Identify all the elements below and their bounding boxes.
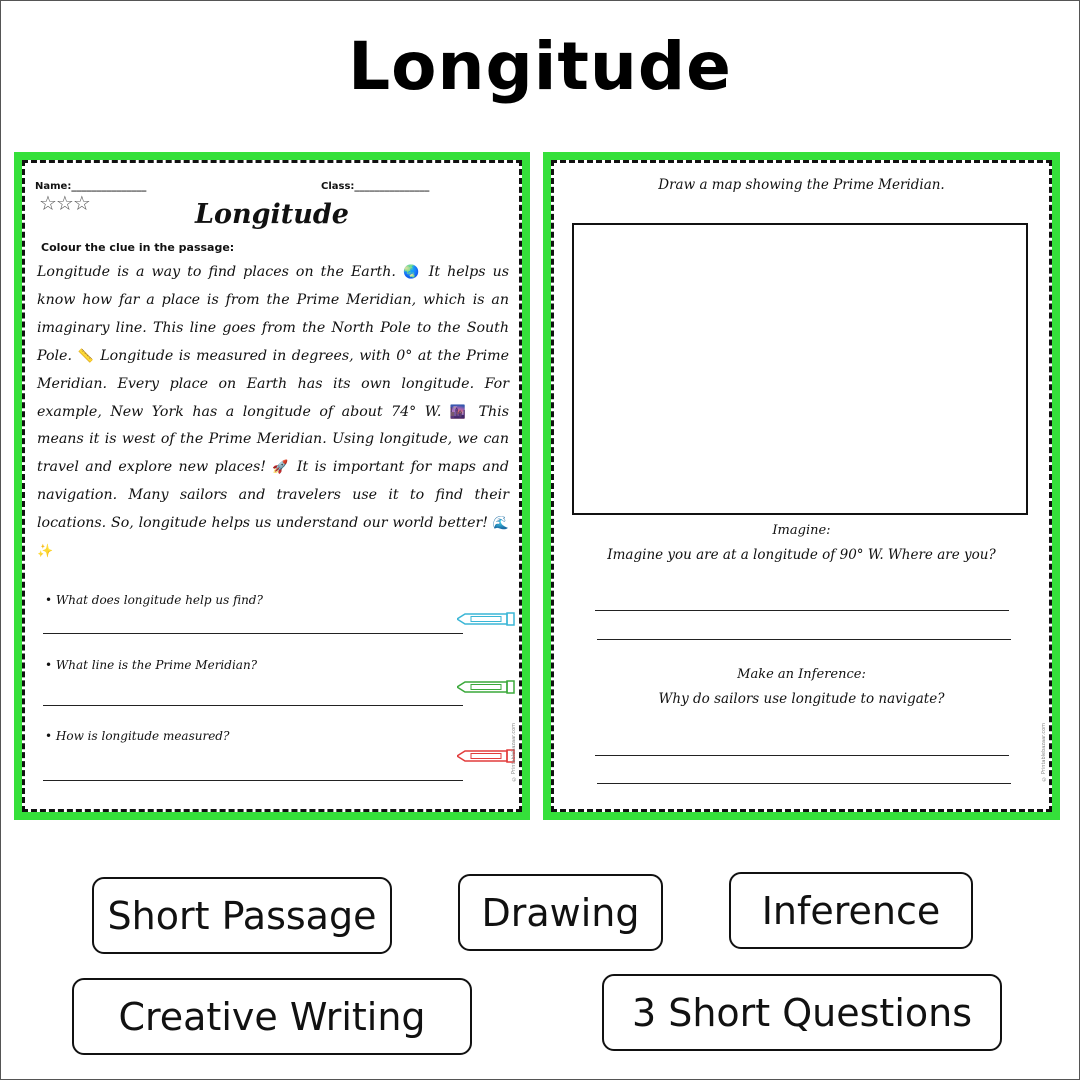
worksheet-passage-page xyxy=(22,160,522,812)
passage-text: It helps us know how far a place is from the Prime Meridian, which is an imaginary line. This line goes from the North Pole to the South Pole. xyxy=(37,264,510,364)
wave-sparkles-icon: 🌊✨ xyxy=(37,516,509,560)
passage-text: It is important for maps and navigation. Many sailors and travelers use it to find their locations. So, longitude helps us understand our world better! xyxy=(37,459,510,532)
question-3: • How is longitude measured? xyxy=(45,729,229,743)
crayon-body xyxy=(457,682,507,692)
crayon-body xyxy=(457,614,507,624)
passage-text: This means it is west of the Prime Meridian. Using longitude, we can travel and explore new places! xyxy=(37,403,509,476)
worksheet-activity-preview xyxy=(543,152,1060,820)
answer-line xyxy=(595,755,1009,756)
worksheet-activity-page xyxy=(551,160,1052,812)
crayon-label xyxy=(471,617,501,622)
name-field: Name:_______________ xyxy=(35,181,147,192)
crayon-icon xyxy=(457,612,515,626)
answer-line xyxy=(43,633,463,634)
crayon-body xyxy=(457,751,507,761)
crayon-cap xyxy=(507,613,514,625)
inference-prompt: Why do sailors use longitude to navigate? xyxy=(658,691,945,707)
worksheet-passage-preview xyxy=(14,152,530,820)
crayon-icon xyxy=(457,749,515,763)
tag-drawing: Drawing xyxy=(458,874,663,951)
passage-text: Longitude is a way to find places on the Earth. xyxy=(37,264,403,280)
city-icon: 🌆 xyxy=(449,404,471,420)
reading-passage xyxy=(37,259,509,566)
answer-line xyxy=(597,783,1011,784)
tag-short-passage: Short Passage xyxy=(92,877,392,954)
crayon-cap xyxy=(507,681,514,693)
rocket-icon: 🚀 xyxy=(272,460,291,476)
instruction-text: Colour the clue in the passage: xyxy=(41,241,235,254)
worksheet-title: Longitude xyxy=(195,199,349,230)
question-1: • What does longitude help us find? xyxy=(45,593,263,607)
imagine-prompt: Imagine you are at a longitude of 90° W. Where are you? xyxy=(607,547,996,563)
passage-text: Longitude is measured in degrees, with 0° at the Prime Meridian. Every place on Earth has its own longitude. For example, New York has a longitude of about 74° W. xyxy=(37,347,510,420)
tag-creative-writing: Creative Writing xyxy=(72,978,472,1055)
credit-text: © Printablebazaar.com xyxy=(511,723,517,782)
star-rating-icon: ☆☆☆ xyxy=(39,191,90,215)
drawing-box xyxy=(572,223,1028,515)
class-field: Class:_______________ xyxy=(321,181,430,192)
inference-heading: Make an Inference: xyxy=(737,667,866,682)
crayon-label xyxy=(471,754,501,759)
page-title: Longitude xyxy=(348,28,732,105)
crayon-label xyxy=(471,685,501,690)
answer-line xyxy=(597,639,1011,640)
tag-inference: Inference xyxy=(729,872,973,949)
answer-line xyxy=(595,610,1009,611)
imagine-heading: Imagine: xyxy=(772,523,831,538)
answer-line xyxy=(43,705,463,706)
globe-icon: 🌏 xyxy=(402,265,422,280)
draw-prompt: Draw a map showing the Prime Meridian. xyxy=(658,177,945,193)
question-2: • What line is the Prime Meridian? xyxy=(45,658,257,672)
ruler-icon: 📏 xyxy=(77,348,95,364)
credit-text: © Printablebazaar.com xyxy=(1041,723,1047,782)
crayon-icon xyxy=(457,680,515,694)
tag-3-short-questions: 3 Short Questions xyxy=(602,974,1002,1051)
answer-line xyxy=(43,780,463,781)
